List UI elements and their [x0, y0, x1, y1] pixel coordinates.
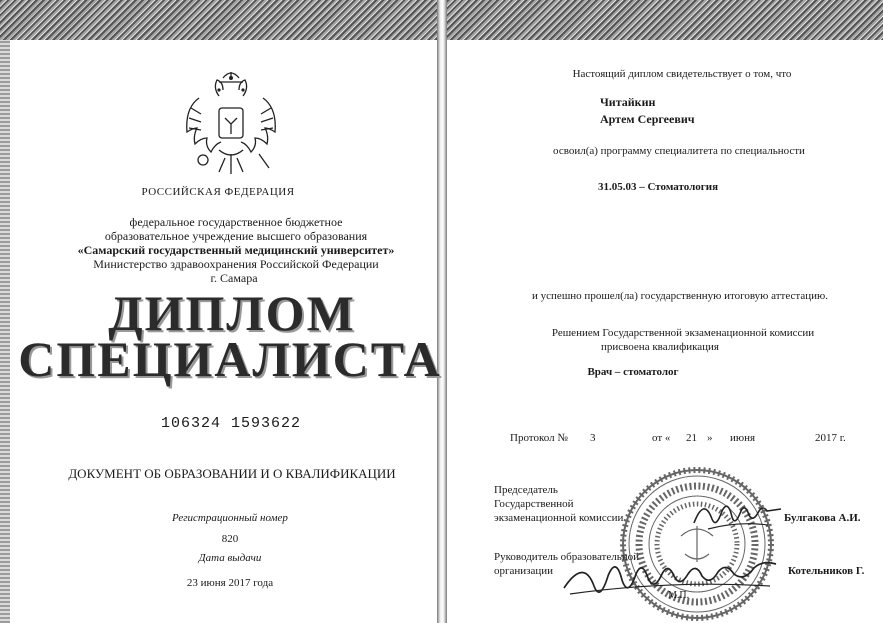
chair-title-line1: Председатель: [494, 484, 558, 496]
certifies-intro: Настоящий диплом свидетельствует о том, что: [572, 68, 792, 80]
registration-number-label: Регистрационный номер: [172, 512, 288, 524]
graduate-given-names: Артем Сергеевич: [600, 112, 695, 126]
issue-date-label: Дата выдачи: [198, 552, 262, 564]
protocol-date-prefix: от «: [652, 432, 671, 444]
institution-type-line2: образовательное учреждение высшего образования: [104, 229, 368, 243]
city-name: г. Самара: [210, 271, 258, 285]
center-fold: [437, 0, 447, 623]
country-name: РОССИЙСКАЯ ФЕДЕРАЦИЯ: [141, 186, 295, 198]
diploma-title-line2: СПЕЦИАЛИСТА: [18, 331, 442, 387]
head-signature-icon: [560, 552, 790, 600]
chair-title-line3: экзаменационной комиссии: [494, 512, 624, 524]
program-statement: освоил(а) программу специалитета по специальности: [553, 145, 805, 157]
protocol-number: 3: [590, 432, 596, 444]
left-top-guilloche-band: [0, 0, 437, 40]
institution-name: «Самарский государственный медицинский университет»: [77, 243, 395, 257]
diploma-title-line1: ДИПЛОМ: [108, 285, 356, 341]
protocol-date-close: »: [707, 432, 713, 444]
protocol-date-day: 21: [686, 432, 697, 444]
left-edge-border: [0, 40, 10, 623]
attestation-statement: и успешно прошел(ла) государственную итоговую аттестацию.: [532, 290, 828, 302]
commission-decision-line2: присвоена квалификация: [601, 341, 719, 353]
right-top-guilloche-band: [447, 0, 883, 40]
graduate-surname: Читайкин: [600, 95, 656, 109]
protocol-date-month: июня: [730, 432, 756, 444]
qualification: Врач – стоматолог: [587, 366, 679, 378]
diploma-serial-number: 106324 1593622: [160, 415, 302, 432]
protocol-date-year: 2017 г.: [815, 432, 846, 444]
issue-date: 23 июня 2017 года: [186, 577, 274, 589]
head-title-line2: организации: [494, 565, 554, 577]
registration-number: 820: [221, 533, 239, 545]
head-name: Котельников Г.: [788, 565, 865, 577]
institution-type-line1: федеральное государственное бюджетное: [129, 215, 343, 229]
head-title-line1: Руководитель образовательной: [494, 551, 640, 563]
chair-name: Булгакова А.И.: [784, 512, 861, 524]
document-type: ДОКУМЕНТ ОБ ОБРАЗОВАНИИ И О КВАЛИФИКАЦИИ: [68, 466, 396, 481]
chair-signature-icon: [690, 495, 785, 535]
chair-title-line2: Государственной: [494, 498, 574, 510]
commission-decision-line1: Решением Государственной экзаменационной комиссии: [551, 327, 815, 339]
double-headed-eagle-emblem-icon: [179, 68, 283, 180]
protocol-label: Протокол №: [510, 432, 568, 444]
specialty: 31.05.03 – Стоматология: [597, 181, 719, 193]
ministry-name: Министерство здравоохранения Российской Федерации: [93, 257, 379, 271]
stamp-mark: М.П.: [668, 590, 690, 601]
